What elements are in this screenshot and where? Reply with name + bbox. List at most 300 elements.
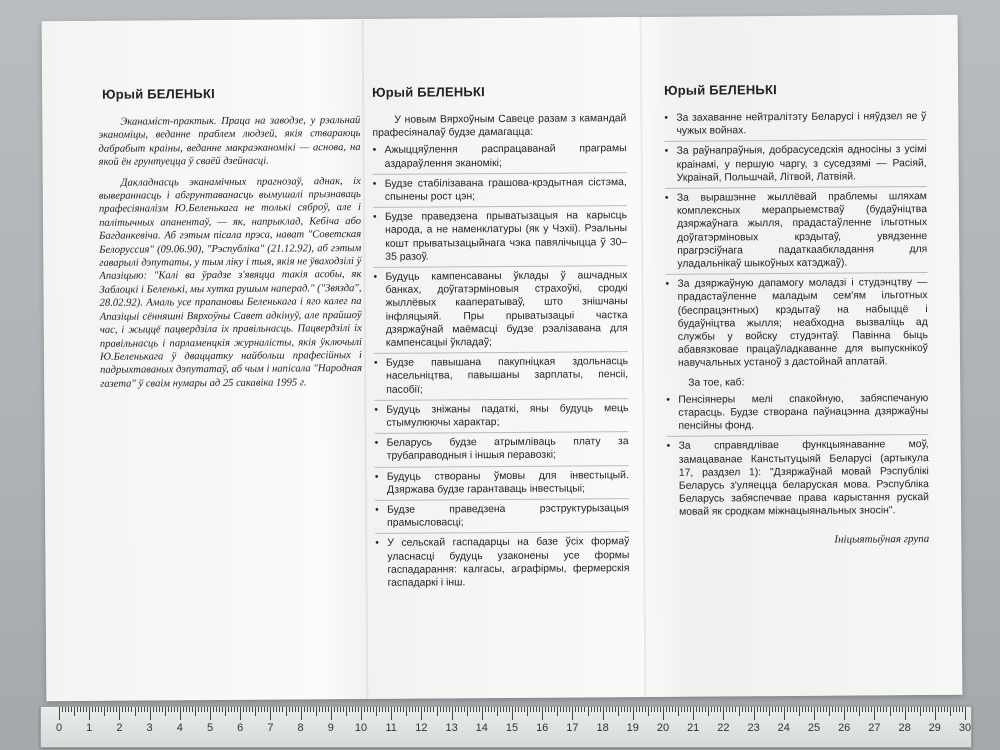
ruler-tick — [566, 707, 567, 712]
ruler-tick — [491, 707, 492, 712]
ruler-tick — [515, 707, 516, 712]
signature-initiative-group: Ініцыятыўная група — [834, 532, 930, 546]
ruler-tick — [563, 707, 564, 712]
ruler-tick — [557, 707, 558, 716]
ruler-tick — [726, 707, 727, 712]
ruler-tick — [159, 707, 160, 712]
ruler-tick — [343, 707, 344, 712]
ruler-tick — [929, 707, 930, 712]
ruler-tick — [243, 707, 244, 712]
ruler-label: 17 — [566, 722, 579, 734]
ruler-tick — [521, 707, 522, 712]
ruler-tick — [893, 707, 894, 712]
column-program — [372, 83, 630, 596]
ruler-tick — [581, 707, 582, 712]
ruler-tick — [763, 707, 764, 712]
ruler-tick — [890, 707, 891, 716]
ruler-tick — [772, 707, 773, 712]
ruler-tick — [606, 707, 607, 712]
ruler-tick — [144, 707, 145, 712]
ruler-tick — [210, 707, 211, 720]
ruler-tick — [793, 707, 794, 712]
ruler-tick — [941, 707, 942, 712]
ruler-tick — [720, 707, 721, 712]
ruler-tick — [119, 707, 120, 720]
ruler-tick — [642, 707, 643, 712]
ruler-tick — [548, 707, 549, 712]
ruler-tick — [820, 707, 821, 712]
ruler-tick — [388, 707, 389, 712]
ruler-tick — [358, 707, 359, 712]
ruler-tick — [219, 707, 220, 712]
ruler-tick — [98, 707, 99, 712]
ruler-tick — [944, 707, 945, 712]
ruler-label: 7 — [267, 722, 274, 734]
ruler-tick — [240, 707, 241, 720]
ruler-tick — [255, 707, 256, 716]
ruler-tick — [917, 707, 918, 712]
ruler-tick — [883, 707, 884, 712]
ruler-tick — [440, 707, 441, 712]
ruler-tick — [729, 707, 730, 712]
ruler-tick — [59, 707, 60, 720]
ruler-tick — [784, 707, 785, 720]
ruler-tick — [225, 707, 226, 716]
ruler-tick — [908, 707, 909, 712]
ruler-tick — [796, 707, 797, 712]
ruler-tick — [418, 707, 419, 712]
ruler-tick — [415, 707, 416, 712]
ruler-tick — [739, 707, 740, 716]
positions-subheading: За тое, каб: — [688, 376, 745, 389]
ruler-tick — [787, 707, 788, 712]
ruler-tick — [83, 707, 84, 712]
ruler-tick — [880, 707, 881, 712]
ruler-tick — [847, 707, 848, 712]
ruler-tick — [956, 707, 957, 712]
position-item: • Пенсіянеры мелі спакойную, забяспечаную старасць. Будзе створана паўнацэнна дзяржаўны пенсійны фонд. — [666, 392, 928, 437]
ruler-tick — [125, 707, 126, 712]
ruler-tick — [464, 707, 465, 712]
position-item: • За вырашэнне жыллёвай праблемы шляхам комплексных мерапрыемстваў (будаўніцтва дзяржаўнага жылля, прадастаўленне ільготных доўгатэрміновых крэдытаў, увядзенне прагрэсіўнага падаткаабкладання для уладальнікаў шыкоўных катэджаў). — [665, 190, 928, 275]
ruler-tick — [452, 707, 453, 720]
ruler-tick — [382, 707, 383, 712]
ruler-tick — [289, 707, 290, 712]
ruler-tick — [678, 707, 679, 716]
ruler-tick — [355, 707, 356, 712]
ruler-tick — [86, 707, 87, 712]
ruler-tick — [267, 707, 268, 712]
ruler-tick — [249, 707, 250, 712]
ruler-tick — [663, 707, 664, 720]
ruler-tick — [953, 707, 954, 712]
ruler-tick — [911, 707, 912, 712]
ruler-tick — [814, 707, 815, 720]
ruler-tick — [497, 707, 498, 716]
ruler-label: 27 — [868, 722, 881, 734]
ruler-tick — [778, 707, 779, 712]
ruler-tick — [68, 707, 69, 712]
ruler-tick — [500, 707, 501, 712]
ruler-tick — [231, 707, 232, 712]
ruler-tick — [823, 707, 824, 712]
ruler-tick — [551, 707, 552, 712]
ruler-tick — [684, 707, 685, 712]
ruler-tick — [213, 707, 214, 712]
ruler-tick — [853, 707, 854, 712]
ruler-tick — [258, 707, 259, 712]
ruler-tick — [156, 707, 157, 712]
ruler-tick — [198, 707, 199, 712]
leaflet-sheet — [42, 15, 963, 701]
ruler-tick — [636, 707, 637, 712]
ruler-tick — [808, 707, 809, 712]
ruler-tick — [92, 707, 93, 712]
ruler-tick — [648, 707, 649, 716]
ruler-tick — [186, 707, 187, 712]
ruler-tick — [325, 707, 326, 712]
ruler-tick — [222, 707, 223, 712]
ruler-tick — [292, 707, 293, 712]
ruler-tick — [609, 707, 610, 712]
ruler-tick — [923, 707, 924, 712]
ruler-tick — [817, 707, 818, 712]
ruler-tick — [476, 707, 477, 712]
ruler-tick — [252, 707, 253, 712]
ruler-label: 13 — [445, 722, 458, 734]
ruler-tick — [751, 707, 752, 712]
ruler-tick — [397, 707, 398, 712]
ruler-tick — [437, 707, 438, 716]
ruler-tick — [811, 707, 812, 712]
ruler-tick — [337, 707, 338, 712]
position-item: • За раўнапраўныя, добрасуседскія адносіны з усімі краінамі, у першую чаргу, з суседзямі — Расіяй, Украінай, Польшчай, Літвой, Латвіяй. — [665, 143, 927, 188]
ruler-tick — [618, 707, 619, 716]
ruler-tick — [639, 707, 640, 712]
biography-paragraph-2: Дакладнасць эканамічных прагнозаў, аднак, іх вывераннасць і абгрунтаванасць вымушалі прызнаваць прафесіяналізм Ю.Беленькага не толькі сяброў, але і палітычных апанентаў, — як, напрыклад, Кебіча або Багданкевіча. Аб гэтым пісала прэса, нават "Советская Белоруссия" (09.06.90), "Рэспубліка" (21.12.92), аб гэтым гаварылі дэпутаты, у тым ліку і тыя, якія не ўваходзілі ў Апазіцыю: "Калі ва ўрадзе з'явяцца такія асобы, як Заблоцкі і Беленькі, мы хутка рушым наперад." ("Звязда", 28.02.92). Амаль усе прапановы Беленькага і яго калег па Апазіцыі сённяшні Вярхоўны Савет адкінуў, але прайшоў час, і жыццё пацвердзіла іх правільнасць. Пацвердзілі іх правільнасць і парламенцкія журналісты, якія ўключылі Ю.Беленькага ў дваццатку найбольш прафесійных і падрыхтаваных дэпутатаў, аб чым і напісала "Народная газета" ў сваім нумары ад 25 сакавіка 1995 г. — [98, 175, 363, 390]
ruler-tick — [838, 707, 839, 712]
ruler-tick — [790, 707, 791, 712]
ruler-tick — [735, 707, 736, 712]
ruler-tick — [841, 707, 842, 712]
ruler-tick — [482, 707, 483, 720]
ruler-tick — [192, 707, 193, 712]
ruler-tick — [301, 707, 302, 720]
ruler-tick — [485, 707, 486, 712]
ruler-tick — [588, 707, 589, 716]
ruler-tick — [473, 707, 474, 712]
ruler-tick — [113, 707, 114, 712]
ruler-tick — [799, 707, 800, 716]
ruler-tick — [654, 707, 655, 712]
ruler-tick — [412, 707, 413, 712]
fold-line-1 — [362, 19, 369, 699]
ruler-label: 0 — [55, 722, 63, 734]
column-positions — [664, 81, 929, 547]
ruler-tick — [660, 707, 661, 712]
ruler-label: 28 — [898, 722, 911, 734]
ruler-tick — [926, 707, 927, 712]
ruler-tick — [603, 707, 604, 720]
ruler-label: 26 — [838, 722, 851, 734]
ruler-tick — [470, 707, 471, 712]
ruler-tick — [687, 707, 688, 712]
ruler-tick — [754, 707, 755, 720]
ruler-label: 22 — [717, 722, 730, 734]
ruler-tick — [518, 707, 519, 712]
ruler-tick — [340, 707, 341, 712]
ruler-tick — [310, 707, 311, 712]
ruler-tick — [370, 707, 371, 712]
ruler-tick — [228, 707, 229, 712]
ruler-tick — [150, 707, 151, 720]
ruler-tick — [871, 707, 872, 712]
ruler-tick — [346, 707, 347, 716]
ruler-label: 21 — [687, 722, 700, 734]
program-item: • Будуць створаны ўмовы для інвестыцый. Дзяржава будзе гарантаваць інвестыцыі; — [375, 469, 629, 501]
ruler-tick — [615, 707, 616, 712]
ruler-tick — [110, 707, 111, 712]
column-2-heading: Юрый БЕЛЕНЬКІ — [372, 84, 485, 100]
ruler-label: 15 — [505, 722, 519, 734]
ruler-tick — [672, 707, 673, 712]
ruler-tick — [905, 707, 906, 720]
ruler-tick — [352, 707, 353, 712]
ruler-tick — [65, 707, 66, 712]
ruler-tick — [204, 707, 205, 712]
ruler-tick — [334, 707, 335, 712]
ruler-tick — [512, 707, 513, 720]
ruler-tick — [71, 707, 72, 712]
biography-paragraph-1: Эканаміст-практык. Праца на заводзе, у рэальнай эканоміцы, веданне праблем людзей, якія ствараюць дабрабыт краіны, веданне макраэканомікі — аснова, на якой ён грунтуецца ў сваёй дзейнасці. — [98, 114, 361, 169]
ruler-tick — [766, 707, 767, 712]
ruler-tick — [207, 707, 208, 712]
ruler-tick — [938, 707, 939, 712]
ruler-tick — [530, 707, 531, 712]
position-item: • За справядлівае функцыянаванне моў, замацаванае Канстытуцыяй Беларусі (артыкула 17, раздзел 1): "Дзяржаўнай мовай Рэспублікі Беларусь з'уляецца беларуская мова. Рэспубліка Беларусь забяспечвае права карыстання рускай мовай як сродкам міжнацыянальных зносін". — [667, 438, 930, 522]
ruler-tick — [131, 707, 132, 712]
ruler-tick — [270, 707, 271, 720]
program-item: • У сельскай гаспадарцы на базе ўсіх формаў уласнасці будуць узаконены усе формы гаспадарання: калгасы, аграфірмы, фермерскія гаспадаркі і інш. — [375, 536, 629, 594]
ruler-tick — [421, 707, 422, 720]
ruler-tick — [506, 707, 507, 712]
ruler-tick — [584, 707, 585, 712]
ruler-tick — [862, 707, 863, 712]
ruler-tick — [899, 707, 900, 712]
ruler-tick — [394, 707, 395, 712]
ruler-label: 30 — [958, 722, 972, 734]
fold-line-2 — [640, 17, 647, 697]
ruler-tick — [527, 707, 528, 716]
ruler-label: 24 — [777, 722, 790, 734]
ruler-tick — [914, 707, 915, 712]
ruler-tick — [651, 707, 652, 712]
ruler-tick — [364, 707, 365, 712]
ruler-tick — [935, 707, 936, 720]
program-list — [373, 143, 630, 594]
ruler-tick — [612, 707, 613, 712]
ruler-tick — [920, 707, 921, 716]
ruler-tick — [135, 707, 136, 716]
ruler-tick — [575, 707, 576, 712]
ruler-tick — [711, 707, 712, 712]
ruler-tick — [168, 707, 169, 712]
ruler-tick — [645, 707, 646, 712]
ruler-label: 4 — [176, 722, 183, 734]
ruler-tick — [950, 707, 951, 716]
ruler-tick — [696, 707, 697, 712]
ruler-label: 23 — [747, 722, 760, 734]
ruler-tick — [569, 707, 570, 712]
ruler-tick — [316, 707, 317, 716]
ruler-tick — [201, 707, 202, 712]
ruler-label: 16 — [536, 722, 549, 734]
ruler-tick — [147, 707, 148, 712]
program-item: • Беларусь будзе атрымліваць плату за трубаправодныя і іншыя перавозкі; — [375, 435, 629, 467]
ruler-tick — [165, 707, 166, 716]
ruler-tick — [264, 707, 265, 712]
ruler-tick — [304, 707, 305, 712]
ruler-tick — [331, 707, 332, 720]
column-3-heading: Юрый БЕЛЕНЬКІ — [664, 82, 777, 98]
ruler-label: 14 — [475, 722, 488, 734]
ruler-tick — [572, 707, 573, 720]
ruler-tick — [850, 707, 851, 712]
ruler-tick — [261, 707, 262, 712]
ruler-tick — [74, 707, 75, 716]
ruler-tick — [391, 707, 392, 720]
ruler-tick — [745, 707, 746, 712]
ruler-tick — [554, 707, 555, 712]
ruler-tick — [600, 707, 601, 712]
ruler-tick — [702, 707, 703, 712]
ruler-tick — [545, 707, 546, 712]
ruler-label: 18 — [596, 722, 609, 734]
ruler-label: 10 — [354, 722, 368, 734]
ruler-tick — [826, 707, 827, 712]
ruler-label: 8 — [297, 722, 304, 734]
ruler-tick — [406, 707, 407, 716]
ruler-tick — [279, 707, 280, 712]
ruler-tick — [376, 707, 377, 716]
ruler-tick — [138, 707, 139, 712]
ruler-label: 12 — [415, 722, 428, 734]
ruler-tick — [835, 707, 836, 712]
ruler-tick — [666, 707, 667, 712]
ruler-tick — [449, 707, 450, 712]
ruler-tick — [177, 707, 178, 712]
ruler-tick — [947, 707, 948, 712]
program-item: • Будзе праведзена прыватызацыя на карысць народа, а не наменклатуры (як у Чэхіі). Рэальны кошт прыватызацыйнага чэка павялічыцца ў 30–35 разоў. — [373, 209, 627, 268]
program-item: • Будуць зніжаны падаткі, яны будуць мець стымулюючы характар; — [374, 402, 628, 434]
ruler-label: 3 — [146, 722, 153, 734]
ruler-tick — [524, 707, 525, 712]
ruler-tick — [902, 707, 903, 712]
ruler-tick — [183, 707, 184, 712]
ruler-tick — [328, 707, 329, 712]
ruler-tick — [128, 707, 129, 712]
ruler-tick — [748, 707, 749, 712]
ruler-tick — [322, 707, 323, 712]
ruler-label: 25 — [807, 722, 821, 734]
ruler-tick — [732, 707, 733, 712]
ruler-tick — [424, 707, 425, 712]
ruler-tick — [433, 707, 434, 712]
ruler-tick — [627, 707, 628, 712]
ruler-tick — [367, 707, 368, 712]
position-item: • За дзяржаўную дапамогу моладзі і студэнцтву — прадастаўленне маладым сем'ям ільготных (беспрацэнтных) крэдытаў на набыццё і будаўніцтва жылля; неабходна вызваліць ад службы у войску студэнтаў. Павінна быць абавязковае працаўладкаванне для выпускнікоў навучальных устаноў з дастойнай аплатай. — [665, 276, 928, 373]
ruler-tick — [234, 707, 235, 712]
ruler-tick — [458, 707, 459, 712]
ruler-label: 1 — [86, 722, 93, 734]
positions-list-b — [666, 392, 929, 523]
ruler-tick — [886, 707, 887, 712]
ruler-tick — [533, 707, 534, 712]
ruler-tick — [101, 707, 102, 712]
ruler-tick — [509, 707, 510, 712]
ruler-tick — [693, 707, 694, 720]
ruler-tick — [104, 707, 105, 716]
ruler-tick — [865, 707, 866, 712]
ruler-tick — [443, 707, 444, 712]
ruler-label: 20 — [656, 722, 670, 734]
ruler-tick — [95, 707, 96, 712]
ruler-tick — [932, 707, 933, 712]
column-biography — [98, 85, 362, 398]
program-intro: У новым Вярхоўным Савеце разам з камандай прафесіяналаў будзе дамагацца: — [372, 113, 627, 140]
ruler-tick — [180, 707, 181, 720]
program-item: • Будзе павышана пакупніцкая здольнасць насельніцтва, павышаны зарплаты, пенсіі, пасобії; — [374, 355, 628, 400]
ruler-tick — [77, 707, 78, 712]
ruler-tick — [542, 707, 543, 720]
program-item: • Будзе стабілізавана грашова-крэдытная сістэма, спынены рост цэн; — [373, 176, 627, 208]
ruler-tick — [80, 707, 81, 712]
ruler-tick — [307, 707, 308, 712]
ruler-tick — [896, 707, 897, 712]
ruler-tick — [874, 707, 875, 720]
ruler-tick — [844, 707, 845, 720]
ruler-tick — [153, 707, 154, 712]
ruler-tick — [494, 707, 495, 712]
positions-list-a — [664, 110, 928, 373]
ruler-tick — [409, 707, 410, 712]
ruler-tick — [757, 707, 758, 712]
ruler-tick — [461, 707, 462, 712]
ruler-tick — [349, 707, 350, 712]
ruler-label: 29 — [928, 722, 941, 734]
ruler-tick — [539, 707, 540, 712]
ruler-label: 9 — [327, 722, 334, 734]
ruler-tick — [769, 707, 770, 716]
ruler-tick — [373, 707, 374, 712]
ruler-tick — [859, 707, 860, 716]
ruler-tick — [536, 707, 537, 712]
ruler-tick — [276, 707, 277, 712]
ruler-label: 5 — [206, 722, 214, 734]
ruler-tick — [723, 707, 724, 720]
column-1-heading: Юрый БЕЛЕНЬКІ — [102, 85, 215, 102]
ruler-label: 11 — [385, 722, 397, 734]
ruler-tick — [282, 707, 283, 712]
ruler-tick — [319, 707, 320, 712]
ruler-tick — [403, 707, 404, 712]
ruler-tick — [560, 707, 561, 712]
ruler-tick — [633, 707, 634, 720]
ruler-tick — [171, 707, 172, 712]
ruler-tick — [162, 707, 163, 712]
ruler-tick — [189, 707, 190, 712]
ruler-tick — [832, 707, 833, 712]
